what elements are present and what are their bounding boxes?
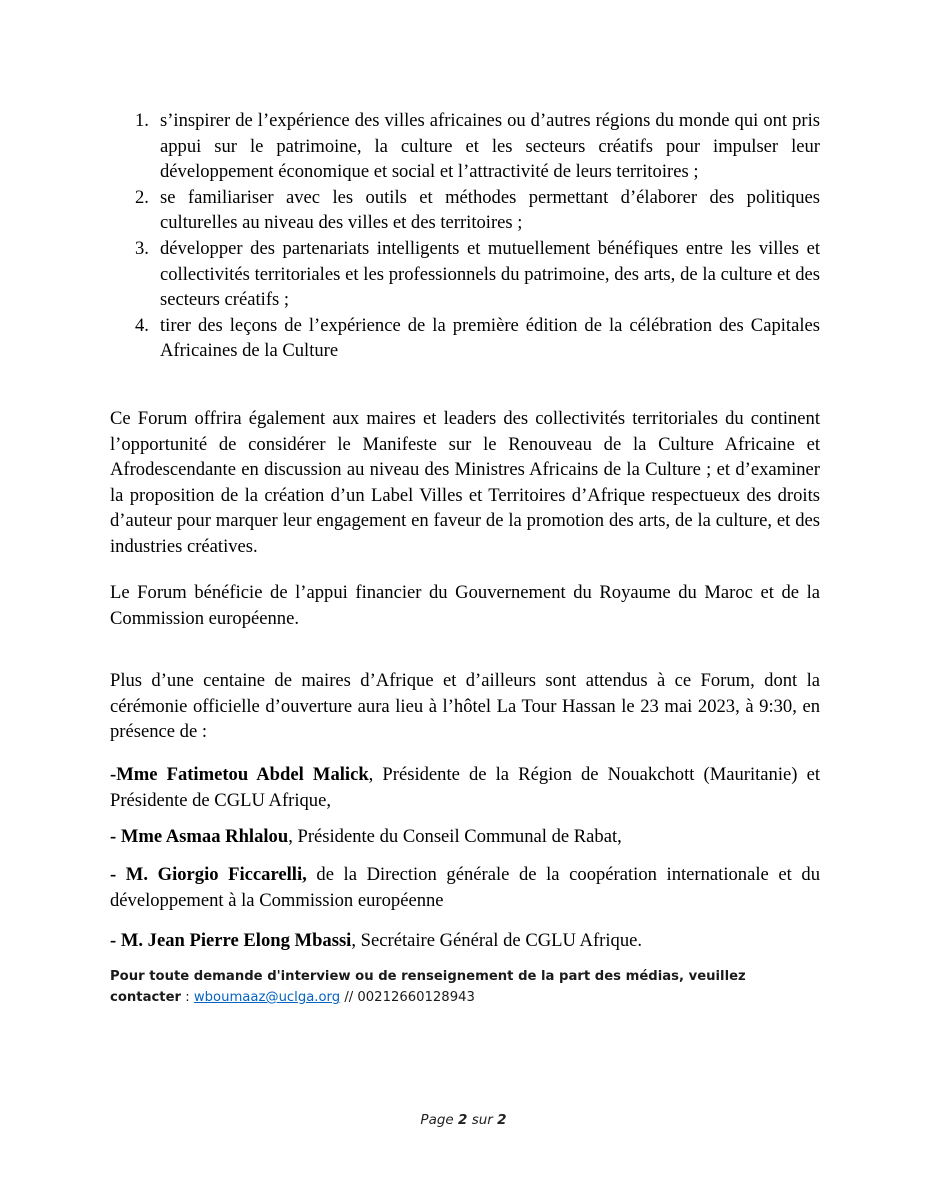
page-total: 2 (497, 1112, 507, 1128)
page-footer: Page 2 sur 2 (420, 1112, 507, 1128)
contact-email-link[interactable]: wboumaaz@uclga.org (193, 990, 341, 1005)
media-contact: Pour toute demande d'interview ou de renseignement de la part des médias, veuillez contacter : wboumaaz@uclga.org // 00212660128943 (110, 969, 746, 1005)
guest-entry (110, 928, 820, 954)
guest-name: - M. Jean Pierre Elong Mbassi (110, 930, 352, 951)
page-number: 2 (458, 1112, 468, 1128)
guest-name: - M. Giorgio Ficcarelli, (110, 864, 307, 885)
attendance-paragraph: Plus d’une centaine de maires d’Afrique et d’ailleurs sont attendus à ce Forum, dont la cérémonie officielle d’ouverture aura lieu à l’hôtel La Tour Hassan le 23 mai 2023, à 9:30, en présence de : (110, 670, 820, 743)
list-item: 3. développer des partenariats intelligents et mutuellement bénéfiques entre les villes et collectivités territoriales et les professionnels du patrimoine, des arts, de la culture et des secteurs créatifs ; (135, 237, 820, 311)
guest-role: de la Direction générale de la coopération internationale et du développement à la Commission européenne (110, 864, 820, 911)
list-item-text: s’inspirer de l’expérience des villes africaines ou d’autres régions du monde qui ont pris appui sur le patrimoine, la culture et les secteurs créatifs pour impulser leur développement économique et social et l’attractivité de leurs territoires ; (160, 110, 820, 183)
list-item-text: développer des partenariats intelligents et mutuellement bénéfiques entre les villes et collectivités territoriales et les professionnels du patrimoine, des arts, de la culture et des secteurs créatifs ; (160, 237, 820, 311)
contact-intro: Pour toute demande d'interview ou de renseignement de la part des médias, veuillez (110, 969, 746, 984)
guest-role: , Présidente de la Région de Nouakchott (Mauritanie) et Présidente de CGLU Afrique, (110, 764, 820, 811)
contact-label: contacter (110, 990, 182, 1005)
forum-offer-paragraph: Ce Forum offrira également aux maires et leaders des collectivités territoriales du continent l’opportunité de considérer le Manifeste sur le Renouveau de la Culture Africaine et Afrodescendante en discussion au niveau des Ministres Africains de la Culture ; et d’examiner la proposition de la création d’un Label Villes et Territoires d’Afrique respectueux des droits d’auteur pour marquer leur engagement en faveur de la promotion des arts, de la culture, et des industries créatives. (110, 408, 820, 557)
list-item-text: se familiariser avec les outils et méthodes permettant d’élaborer des politiques culturelles au niveau des villes et des territoires ; (160, 186, 820, 234)
guest-role: , Secrétaire Général de CGLU Afrique. (351, 930, 643, 951)
guest-name: - Mme Asmaa Rhlalou (110, 826, 289, 847)
guest-entry (110, 762, 820, 813)
funding-paragraph: Le Forum bénéficie de l’appui financier du Gouvernement du Royaume du Maroc et de la Commission européenne. (110, 582, 820, 629)
objectives-list (110, 108, 820, 364)
list-item: 4. tirer des leçons de l’expérience de la première édition de la célébration des Capitales Africaines de la Culture (135, 314, 820, 362)
guest-name: -Mme Fatimetou Abdel Malick (110, 764, 369, 785)
contact-phone: // 00212660128943 (340, 990, 475, 1005)
list-item: 1. s’inspirer de l’expérience des villes africaines ou d’autres régions du monde qui ont pris appui sur le patrimoine, la culture et les secteurs créatifs pour impulser leur développement économique et social et l’attractivité de leurs territoires ; (135, 110, 820, 183)
guest-role: , Présidente du Conseil Communal de Rabat, (288, 826, 622, 847)
guest-entry (110, 824, 820, 850)
list-item: 2. se familiariser avec les outils et méthodes permettant d’élaborer des politiques culturelles au niveau des villes et des territoires ; (135, 186, 820, 234)
guest-entry (110, 862, 820, 913)
list-item-text: tirer des leçons de l’expérience de la première édition de la célébration des Capitales Africaines de la Culture (160, 314, 820, 362)
